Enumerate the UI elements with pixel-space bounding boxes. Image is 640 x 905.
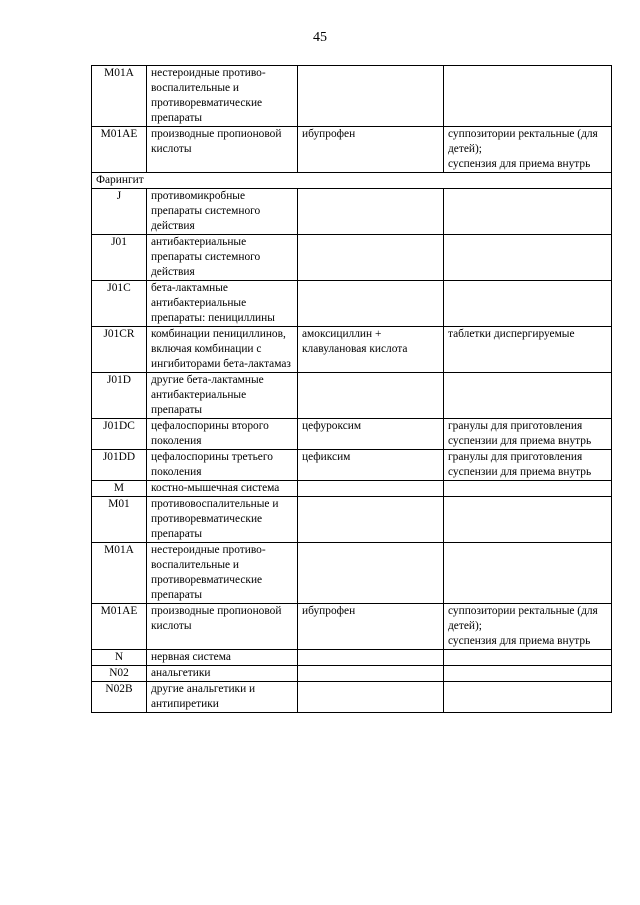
section-row (92, 173, 612, 189)
atc-code-cell: J01DC (92, 419, 147, 450)
table-row (92, 543, 612, 604)
group-name-cell: противовоспалительные и противоревматические препараты (147, 497, 298, 543)
dosage-form-cell: суппозитории ректальные (для детей); суспензия для приема внутрь (444, 127, 612, 173)
dosage-form-cell (444, 481, 612, 497)
group-name-cell: нестероидные противо-воспалительные и противоревматические препараты (147, 66, 298, 127)
group-name-cell: комбинации пенициллинов, включая комбинации с ингибиторами бета-лактамаз (147, 327, 298, 373)
table-row (92, 189, 612, 235)
group-name-cell: антибактериальные препараты системного действия (147, 235, 298, 281)
drug-name-cell (298, 373, 444, 419)
atc-code-cell: M01AE (92, 127, 147, 173)
atc-code-cell: M (92, 481, 147, 497)
atc-code-cell: J01 (92, 235, 147, 281)
table-row (92, 127, 612, 173)
page-number: 45 (313, 30, 327, 45)
table-row (92, 666, 612, 682)
drug-name-cell: ибупрофен (298, 604, 444, 650)
table-row (92, 481, 612, 497)
atc-code-cell: M01A (92, 66, 147, 127)
group-name-cell: нервная система (147, 650, 298, 666)
atc-code-cell: J01DD (92, 450, 147, 481)
drug-name-cell: цефуроксим (298, 419, 444, 450)
dosage-form-cell (444, 650, 612, 666)
atc-code-cell: J01CR (92, 327, 147, 373)
drug-name-cell (298, 189, 444, 235)
group-name-cell: производные пропионовой кислоты (147, 604, 298, 650)
table-row (92, 450, 612, 481)
atc-code-cell: J (92, 189, 147, 235)
table-row (92, 604, 612, 650)
dosage-form-cell (444, 666, 612, 682)
table-row (92, 650, 612, 666)
dosage-form-cell (444, 373, 612, 419)
table-row (92, 281, 612, 327)
dosage-form-cell (444, 497, 612, 543)
dosage-form-cell (444, 189, 612, 235)
table-row (92, 419, 612, 450)
table-body (92, 66, 612, 713)
drug-name-cell (298, 666, 444, 682)
drug-name-cell (298, 235, 444, 281)
group-name-cell: нестероидные противо-воспалительные и противоревматические препараты (147, 543, 298, 604)
atc-code-cell: J01C (92, 281, 147, 327)
drug-name-cell (298, 281, 444, 327)
dosage-form-cell: гранулы для приготовления суспензии для приема внутрь (444, 450, 612, 481)
atc-code-cell: N02B (92, 682, 147, 713)
atc-code-cell: M01AE (92, 604, 147, 650)
dosage-form-cell (444, 235, 612, 281)
atc-code-cell: N (92, 650, 147, 666)
dosage-form-cell (444, 66, 612, 127)
drug-name-cell (298, 682, 444, 713)
dosage-form-cell: суппозитории ректальные (для детей); суспензия для приема внутрь (444, 604, 612, 650)
dosage-form-cell (444, 543, 612, 604)
group-name-cell: костно-мышечная система (147, 481, 298, 497)
section-heading: Фарингит (92, 173, 612, 189)
table-row (92, 66, 612, 127)
drug-name-cell (298, 543, 444, 604)
group-name-cell: бета-лактамные антибактериальные препараты: пенициллины (147, 281, 298, 327)
table-row (92, 682, 612, 713)
drug-name-cell (298, 650, 444, 666)
group-name-cell: производные пропионовой кислоты (147, 127, 298, 173)
group-name-cell: другие анальгетики и антипиретики (147, 682, 298, 713)
dosage-form-cell (444, 281, 612, 327)
drug-name-cell: амоксициллин + клавулановая кислота (298, 327, 444, 373)
atc-code-cell: M01A (92, 543, 147, 604)
drug-name-cell (298, 497, 444, 543)
dosage-form-cell: таблетки диспергируемые (444, 327, 612, 373)
atc-code-cell: M01 (92, 497, 147, 543)
atc-code-cell: J01D (92, 373, 147, 419)
table-row (92, 373, 612, 419)
drug-classification-table (91, 65, 612, 713)
dosage-form-cell (444, 682, 612, 713)
drug-name-cell: цефиксим (298, 450, 444, 481)
group-name-cell: противомикробные препараты системного действия (147, 189, 298, 235)
atc-code-cell: N02 (92, 666, 147, 682)
drug-name-cell: ибупрофен (298, 127, 444, 173)
drug-name-cell (298, 66, 444, 127)
table-row (92, 235, 612, 281)
group-name-cell: другие бета-лактамные антибактериальные препараты (147, 373, 298, 419)
group-name-cell: цефалоспорины третьего поколения (147, 450, 298, 481)
table-row (92, 327, 612, 373)
dosage-form-cell: гранулы для приготовления суспензии для приема внутрь (444, 419, 612, 450)
drug-name-cell (298, 481, 444, 497)
group-name-cell: цефалоспорины второго поколения (147, 419, 298, 450)
group-name-cell: анальгетики (147, 666, 298, 682)
table-row (92, 497, 612, 543)
